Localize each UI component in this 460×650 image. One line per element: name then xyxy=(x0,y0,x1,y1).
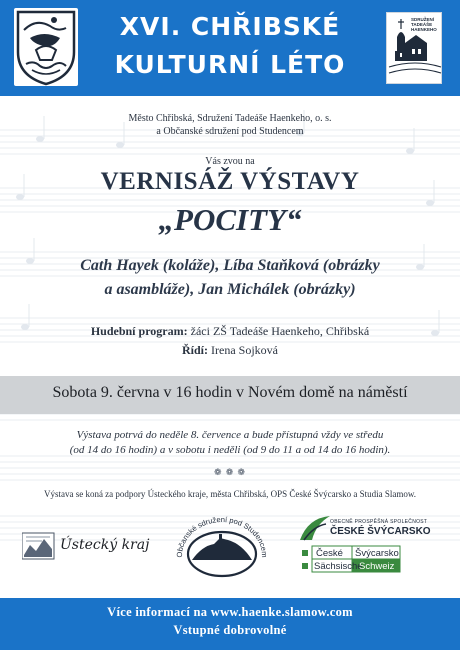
cs-cell-svycarsko: Švýcarsko xyxy=(355,548,399,559)
artists-line2: a asambláže), Jan Michálek (obrázky) xyxy=(104,281,356,298)
cs-company-name: ČESKÉ ŠVÝCARSKO xyxy=(330,526,431,537)
conductor-label: Řídí: xyxy=(182,343,209,357)
studenec-logo-text: Občanské sdružení pod Studencem xyxy=(174,514,270,558)
organizers-line1: Město Chřibská, Sdružení Tadeáše Haenkeho, o. s. xyxy=(128,113,332,124)
opening-hours-note xyxy=(0,428,460,458)
artists-list xyxy=(0,254,460,302)
exhibition-name: „POCITY“ xyxy=(158,202,302,237)
chribska-crest-logo xyxy=(14,8,78,86)
support-text: Výstava se koná za podpory Ústeckého kraje, města Chřibská, OPS České Švýcarsko a Studia Slamow. xyxy=(43,489,417,499)
program-value: žáci ZŠ Tadeáše Haenkeho, Chřibská xyxy=(190,324,370,338)
footer-website[interactable]: Více informací na www.haenke.slamow.com xyxy=(107,605,353,619)
organizers-text xyxy=(0,112,460,138)
footer-admission: Vstupné dobrovolné xyxy=(173,623,287,637)
event-title xyxy=(95,8,365,84)
artists-line1: Cath Hayek (koláže), Líba Staňková (obrázky xyxy=(80,257,380,274)
opening-hours-line2: (od 14 do 16 hodin) a v sobotu i neděli (od 9 do 11 a od 14 do 16 hodin). xyxy=(69,444,391,456)
program-label: Hudební program: xyxy=(90,324,188,338)
ustecky-kraj-label: Ústecký kraj xyxy=(60,537,150,553)
footer-info xyxy=(0,603,460,639)
music-program xyxy=(0,322,460,360)
cs-company-type: OBECNĚ PROSPĚŠNÁ SPOLEČNOST xyxy=(330,519,428,525)
invite-text: Vás zvou na xyxy=(205,156,255,167)
ornament-separator: ❁ ❁ ❁ xyxy=(213,467,247,477)
date-venue-text: Sobota 9. června v 16 hodin v Novém domě na náměstí xyxy=(52,384,408,401)
opening-hours-line1: Výstava potrvá do neděle 8. července a bude přístupná vždy ve středu xyxy=(76,429,384,441)
studenec-association-logo-icon xyxy=(172,506,272,591)
haenke-logo-text: SDRUŽENÍ TADEÁŠE HAENKEHO xyxy=(411,17,437,32)
headline: VERNISÁŽ VÝSTAVY xyxy=(100,168,360,195)
organizers-line2: a Občanské sdružení pod Studencem xyxy=(156,126,304,137)
cs-cell-schweiz: Schweiz xyxy=(359,561,395,572)
haenke-association-logo xyxy=(386,12,442,84)
cs-cell-ceske: České xyxy=(316,548,343,559)
event-title-line2: KULTURNÍ LÉTO xyxy=(114,50,346,79)
cs-cell-sachsische: Sächsische xyxy=(314,561,363,572)
conductor-value: Irena Sojková xyxy=(211,343,278,357)
event-title-line1: XVI. CHŘIBSKÉ xyxy=(119,12,341,41)
